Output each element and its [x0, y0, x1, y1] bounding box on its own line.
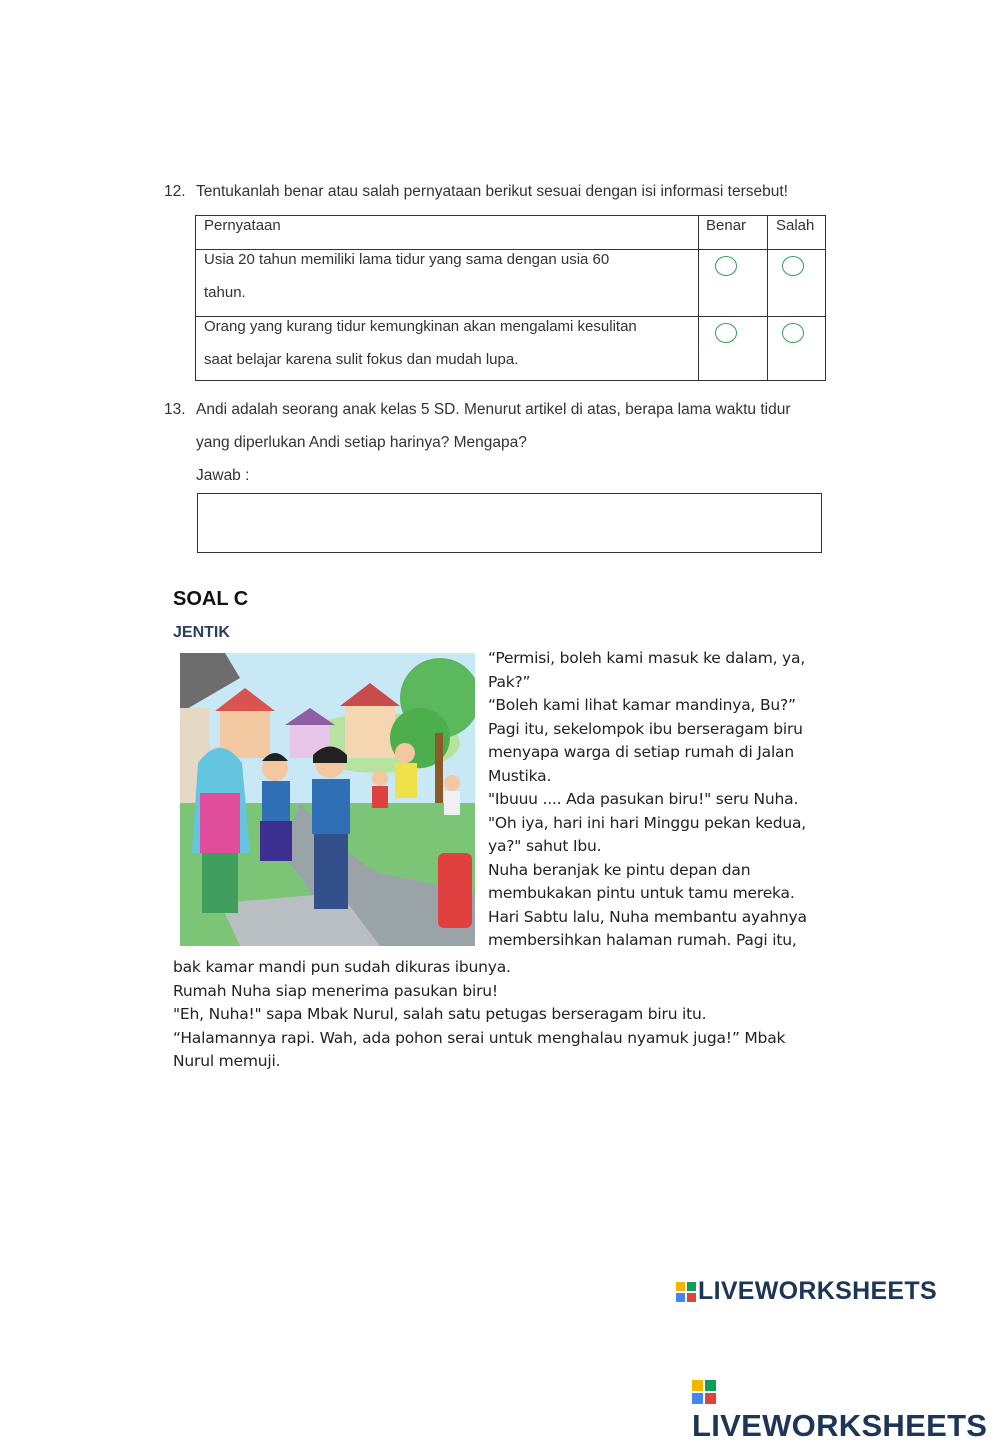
liveworksheets-footer-logo [692, 1372, 1000, 1444]
answer-input-box[interactable] [197, 493, 822, 553]
header-statement: Pernyataan [204, 217, 281, 234]
story-line: menyapa warga di setiap rumah di Jalan [488, 743, 794, 761]
story-line: membukakan pintu untuk tamu mereka. [488, 884, 795, 902]
story-line: Pagi itu, sekelompok ibu berseragam biru [488, 719, 803, 738]
row-1-line-2: tahun. [204, 284, 246, 301]
true-false-table [195, 215, 826, 381]
header-salah: Salah [776, 217, 815, 234]
story-line: "Oh iya, hari ini hari Minggu pekan kedua, [488, 813, 807, 832]
story-illustration [180, 653, 475, 946]
row-2-line-2: saat belajar karena sulit fokus dan mudah lupa. [204, 351, 519, 368]
row-2-benar-radio[interactable] [715, 323, 737, 343]
story-line: "Eh, Nuha!" sapa Mbak Nurul, salah satu petugas berseragam biru itu. [173, 1005, 707, 1023]
story-line: Pak?” [488, 672, 531, 691]
story-line: Rumah Nuha siap menerima pasukan biru! [173, 981, 498, 1000]
row-1-line-1: Usia 20 tahun memiliki lama tidur yang sama dengan usia 60 [204, 251, 610, 268]
section-subtitle: JENTIK [173, 624, 230, 641]
story-line: “Boleh kami lihat kamar mandinya, Bu?” [488, 696, 796, 714]
header-benar: Benar [706, 217, 747, 234]
section-title: SOAL C [173, 588, 249, 610]
story-line: Mustika. [488, 766, 552, 785]
question-12-number: 12. [164, 183, 186, 200]
story-line: “Halamannya rapi. Wah, ada pohon serai untuk menghalau nyamuk juga!” Mbak [173, 1028, 786, 1047]
story-full-width [173, 956, 833, 1074]
liveworksheets-logo-icon [676, 1282, 696, 1302]
row-1-benar-radio[interactable] [715, 256, 737, 276]
story-line: Nurul memuji. [173, 1052, 281, 1070]
answer-label: Jawab : [196, 467, 250, 484]
row-2-line-1: Orang yang kurang tidur kemungkinan akan mengalami kesulitan [204, 318, 637, 335]
liveworksheets-footer-logo-icon [692, 1380, 716, 1404]
liveworksheets-logo-text: LIVEWORKSHEETS [698, 1277, 937, 1305]
question-13-line-2: yang diperlukan Andi setiap harinya? Mengapa? [196, 434, 527, 451]
row-1-salah-radio[interactable] [782, 256, 804, 276]
story-line: Nuha beranjak ke pintu depan dan [488, 860, 751, 879]
row-2-salah-radio[interactable] [782, 323, 804, 343]
liveworksheets-footer-logo-text: LIVEWORKSHEETS [692, 1408, 988, 1443]
liveworksheets-logo [676, 1277, 937, 1306]
story-right-column [488, 647, 828, 953]
story-line: membersihkan halaman rumah. Pagi itu, [488, 931, 797, 949]
story-line: “Permisi, boleh kami masuk ke dalam, ya, [488, 649, 806, 667]
question-12-text: Tentukanlah benar atau salah pernyataan berikut sesuai dengan isi informasi tersebut! [196, 183, 788, 200]
question-13-number: 13. [164, 401, 186, 418]
story-line: ya?" sahut Ibu. [488, 837, 602, 855]
question-13-line-1: Andi adalah seorang anak kelas 5 SD. Menurut artikel di atas, berapa lama waktu tidur [196, 401, 791, 418]
story-line: Hari Sabtu lalu, Nuha membantu ayahnya [488, 907, 807, 926]
story-line: "Ibuuu .... Ada pasukan biru!" seru Nuha. [488, 790, 799, 808]
story-line: bak kamar mandi pun sudah dikuras ibunya. [173, 958, 511, 976]
